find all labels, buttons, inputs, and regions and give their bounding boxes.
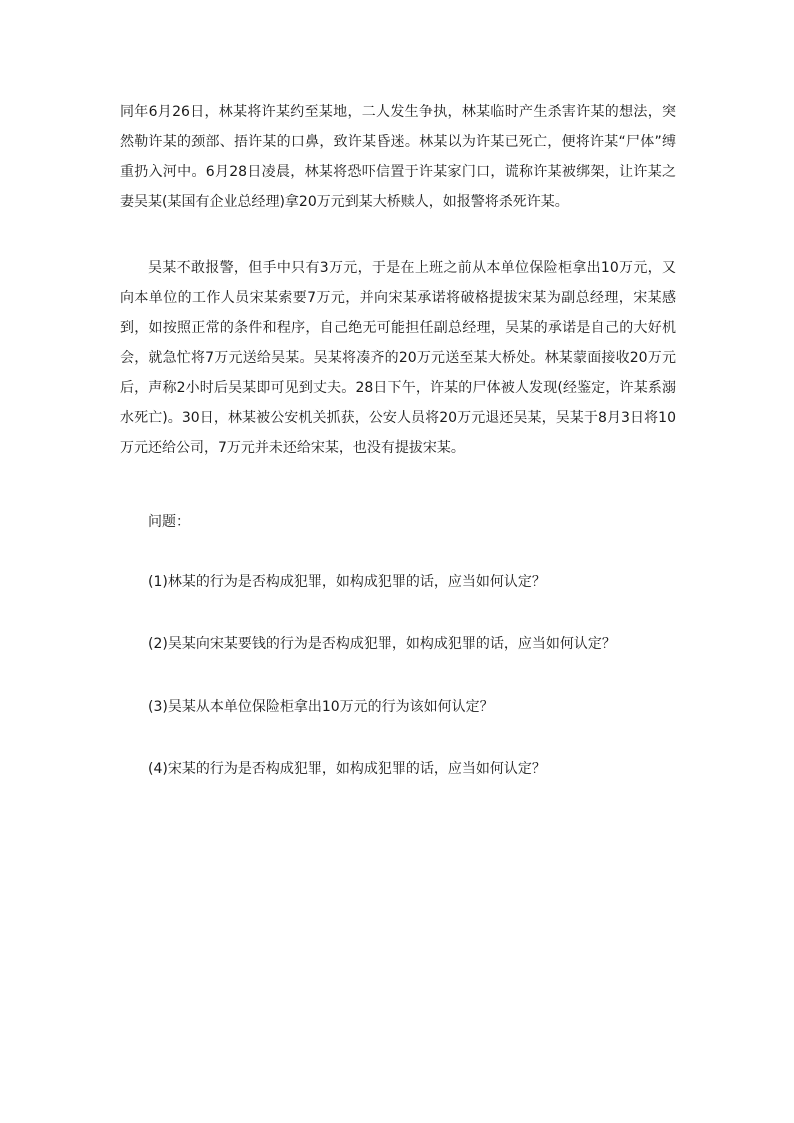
question-2: (2)吴某向宋某要钱的行为是否构成犯罪，如构成犯罪的话，应当如何认定？ xyxy=(148,636,616,652)
question-3: (3)吴某从本单位保险柜拿出10万元的行为该如何认定？ xyxy=(148,699,494,715)
case-paragraph-2: 吴某不敢报警，但手中只有3万元，于是在上班之前从本单位保险柜拿出10万元，又向本单位的工作人员宋某索要7万元，并向宋某承诺将破格提拔宋某为副总经理，宋某感到，如按照正常的条件和程序，自己绝无可能担任副总经理，吴某的承诺是自己的大好机会，就急忙将7万元送给吴某。吴某将凑齐的20万元送至某大桥处。林某蒙面接收20万元后，声称2小时后吴某即可见到丈夫。28日下午，许某的尸体被人发现(经鉴定，许某系溺水死亡)。30日，林某被公安机关抓获，公安人员将20万元退还吴某，吴某于8月3日将10万元还给公司，7万元并未还给宋某，也没有提拔宋某。 xyxy=(120,260,676,456)
case-paragraph-1: 同年6月26日，林某将许某约至某地，二人发生争执，林某临时产生杀害许某的想法，突然勒许某的颈部、捂许某的口鼻，致许某昏迷。林某以为许某已死亡，便将许某“尸体”缚重扔入河中。6月28日凌晨，林某将恐吓信置于许某家门口，谎称许某被绑架，让许某之妻吴某(某国有企业总经理)拿20万元到某大桥赎人，如报警将杀死许某。 xyxy=(120,104,676,210)
questions-heading: 问题： xyxy=(148,514,190,530)
question-4: (4)宋某的行为是否构成犯罪，如构成犯罪的话，应当如何认定？ xyxy=(148,761,546,777)
question-1: (1)林某的行为是否构成犯罪，如构成犯罪的话，应当如何认定？ xyxy=(148,574,546,590)
